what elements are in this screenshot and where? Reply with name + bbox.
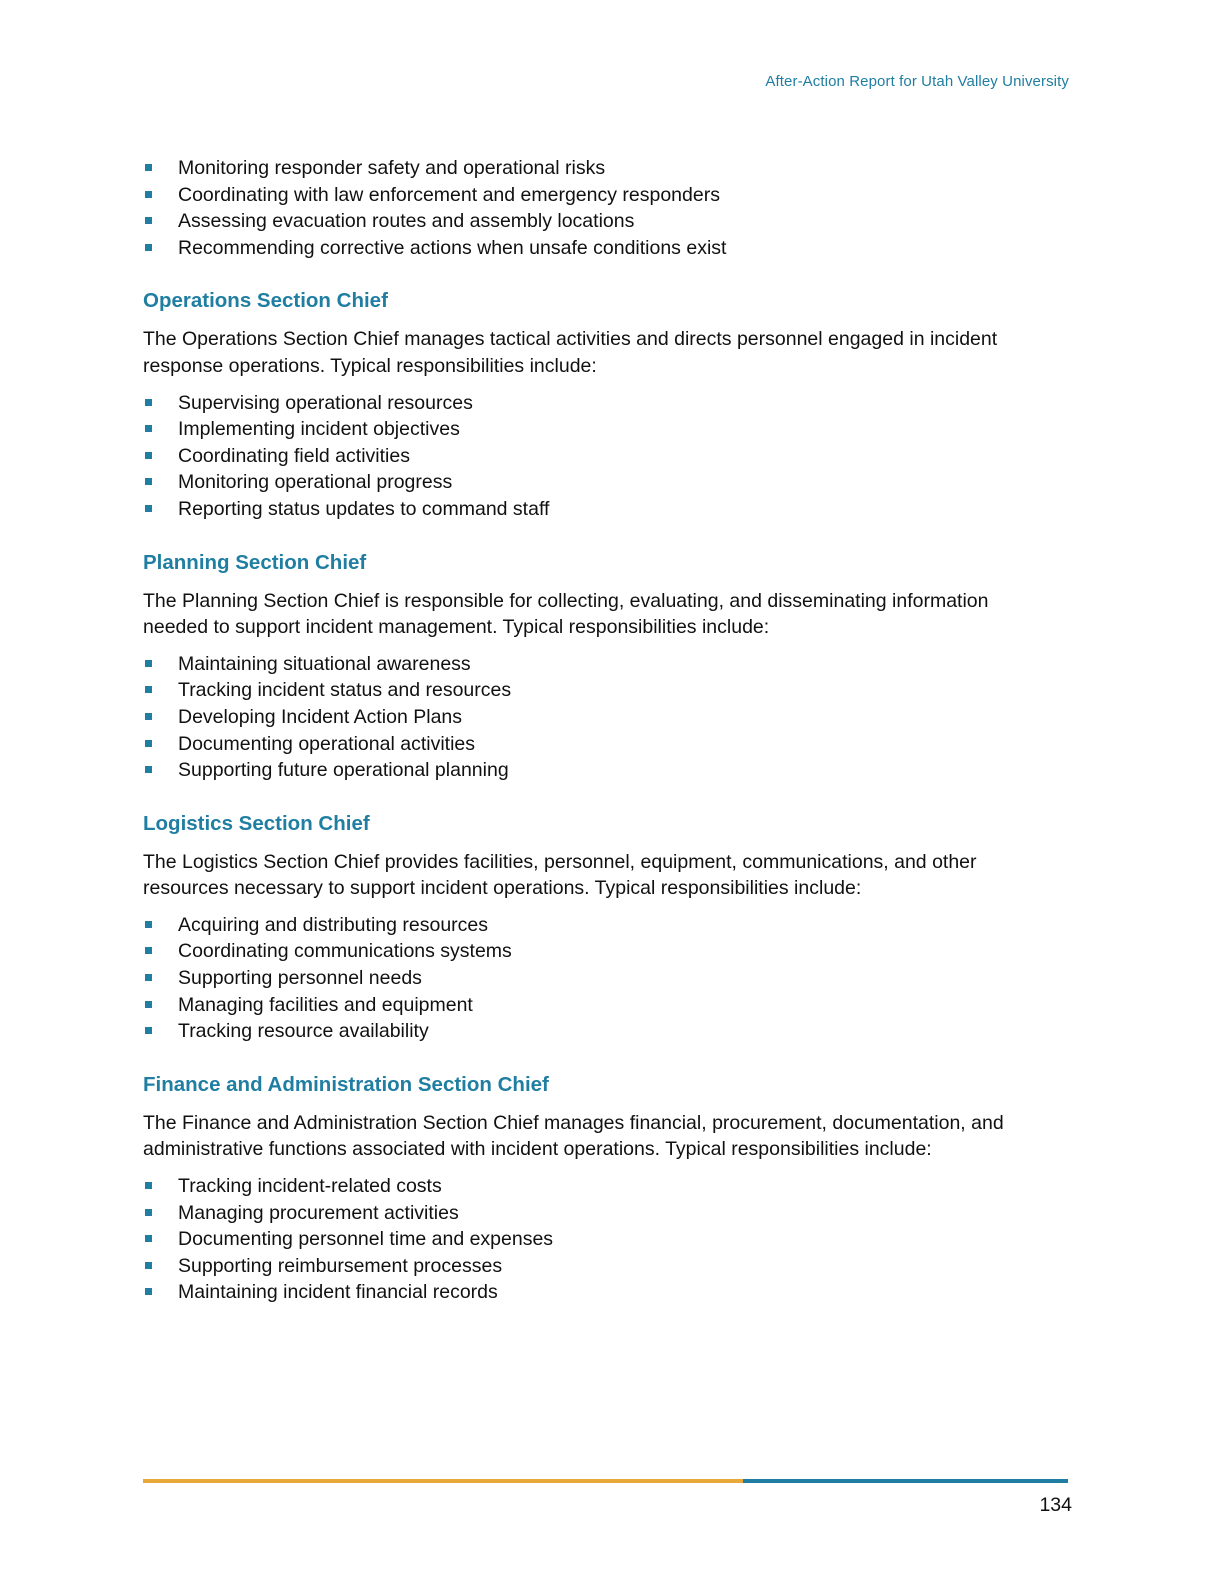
list-item (143, 469, 1043, 496)
list-item-text: Developing Incident Action Plans (178, 705, 463, 728)
footer-divider-gold-segment (143, 1479, 743, 1483)
list-item-text: Supporting personnel needs (178, 967, 422, 990)
list-item (143, 1253, 1043, 1280)
list-item (143, 496, 1043, 523)
square-bullet-icon (145, 1235, 152, 1242)
list-item (143, 390, 1043, 417)
running-header: After-Action Report for Utah Valley University (765, 73, 1069, 90)
square-bullet-icon (145, 164, 152, 171)
square-bullet-icon (145, 921, 152, 928)
square-bullet-icon (145, 191, 152, 198)
list-item-text: Acquiring and distributing resources (178, 913, 489, 936)
list-item (143, 731, 1043, 758)
square-bullet-icon (145, 660, 152, 667)
list-item-text: Managing procurement activities (178, 1201, 459, 1224)
section-body-finance: The Finance and Administration Section Chief manages financial, procurement, documentation, and administrative functions associated with incident operations. Typical responsibilities include: (143, 1111, 1004, 1161)
list-item-text: Documenting operational activities (178, 732, 475, 755)
footer-divider-teal-segment (743, 1479, 1068, 1483)
list-item-text: Coordinating communications systems (178, 940, 512, 963)
square-bullet-icon (145, 740, 152, 747)
square-bullet-icon (145, 217, 152, 224)
square-bullet-icon (145, 1209, 152, 1216)
list-item-text: Monitoring operational progress (178, 471, 453, 494)
list-item (143, 443, 1043, 470)
list-item (143, 912, 1043, 939)
list-item (143, 1279, 1043, 1306)
square-bullet-icon (145, 478, 152, 485)
section-body-operations: The Operations Section Chief manages tactical activities and directs personnel engaged in incident response operations. Typical responsibilities include: (143, 328, 998, 377)
square-bullet-icon (145, 1182, 152, 1189)
square-bullet-icon (145, 425, 152, 432)
list-item-text: Supporting reimbursement processes (178, 1254, 503, 1277)
list-item (143, 965, 1043, 992)
list-item-text: Coordinating with law enforcement and emergency responders (178, 183, 720, 206)
section-heading-finance: Finance and Administration Section Chief (143, 1072, 549, 1096)
square-bullet-icon (145, 686, 152, 693)
page-content (143, 155, 1043, 1306)
list-item (143, 992, 1043, 1019)
list-item-text: Supporting future operational planning (178, 759, 509, 782)
list-item-text: Tracking incident-related costs (178, 1175, 442, 1198)
list-item-text: Maintaining incident financial records (178, 1281, 498, 1304)
list-item-text: Managing facilities and equipment (178, 993, 473, 1016)
square-bullet-icon (145, 1288, 152, 1295)
list-item (143, 677, 1043, 704)
section-heading-operations: Operations Section Chief (143, 289, 388, 313)
finance-bullet-list (143, 1173, 1043, 1306)
list-item-text: Supervising operational resources (178, 391, 473, 414)
list-item-text: Coordinating field activities (178, 444, 410, 467)
list-item-text: Implementing incident objectives (178, 418, 460, 441)
square-bullet-icon (145, 244, 152, 251)
list-item (143, 704, 1043, 731)
list-item-text: Maintaining situational awareness (178, 652, 471, 675)
section-body-logistics: The Logistics Section Chief provides facilities, personnel, equipment, communications, and other resources necessary to support incident operations. Typical responsibilities include: (143, 850, 977, 900)
page-number: 134 (1039, 1494, 1072, 1516)
list-item-text: Assessing evacuation routes and assembly locations (178, 210, 635, 233)
square-bullet-icon (145, 399, 152, 406)
square-bullet-icon (145, 1027, 152, 1034)
list-item (143, 416, 1043, 443)
section-heading-logistics: Logistics Section Chief (143, 811, 370, 835)
list-item (143, 1226, 1043, 1253)
list-item (143, 182, 1043, 209)
logistics-bullet-list (143, 912, 1043, 1045)
section-body-planning: The Planning Section Chief is responsible for collecting, evaluating, and disseminating information needed to support incident management. Typical responsibilities include: (143, 589, 989, 639)
operations-bullet-list (143, 390, 1043, 523)
list-item-text: Monitoring responder safety and operational risks (178, 157, 606, 179)
square-bullet-icon (145, 947, 152, 954)
list-item (143, 1173, 1043, 1200)
planning-bullet-list (143, 651, 1043, 784)
list-item (143, 938, 1043, 965)
list-item (143, 757, 1043, 784)
list-item (143, 1018, 1043, 1045)
square-bullet-icon (145, 766, 152, 773)
list-item-text: Tracking incident status and resources (178, 679, 512, 702)
square-bullet-icon (145, 1262, 152, 1269)
list-item (143, 155, 1043, 182)
list-item-text: Recommending corrective actions when unsafe conditions exist (178, 236, 727, 259)
list-item-text: Tracking resource availability (178, 1020, 429, 1043)
square-bullet-icon (145, 1001, 152, 1008)
footer-divider (143, 1479, 1068, 1483)
list-item-text: Reporting status updates to command staff (178, 497, 550, 520)
list-item (143, 235, 1043, 262)
section-heading-planning: Planning Section Chief (143, 550, 367, 574)
square-bullet-icon (145, 974, 152, 981)
list-item (143, 651, 1043, 678)
intro-bullet-list (143, 155, 1043, 261)
list-item-text: Documenting personnel time and expenses (178, 1228, 554, 1251)
square-bullet-icon (145, 713, 152, 720)
list-item (143, 208, 1043, 235)
square-bullet-icon (145, 452, 152, 459)
square-bullet-icon (145, 505, 152, 512)
list-item (143, 1200, 1043, 1227)
